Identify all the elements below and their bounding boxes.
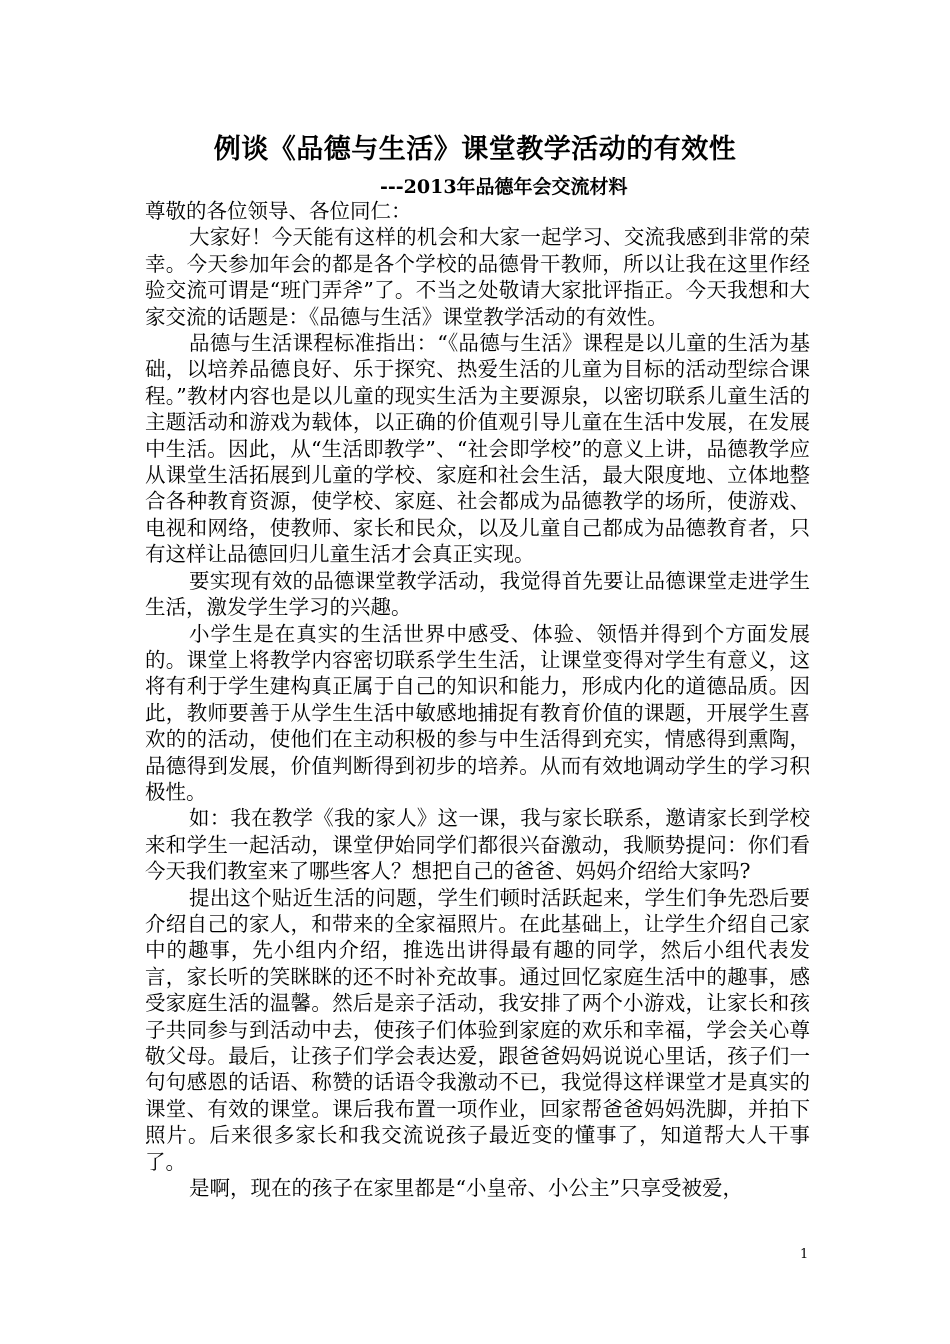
paragraph: 是啊，现在的孩子在家里都是“小皇帝、小公主”只享受被爱，: [189, 1176, 743, 1201]
paragraph: 大家好！今天能有这样的机会和大家一起学习、交流我感到非常的荣幸。今天参加年会的都是各个学校的品德骨干教师，所以让我在这里作经验交流可谓是“班门弄斧”了。不当之处敬请大家批评指正。今天我想和大家交流的话题是：《品德与生活》课堂教学活动的有效性。: [145, 225, 810, 329]
paragraph: 如：我在教学《我的家人》这一课，我与家长联系，邀请家长到学校来和学生一起活动，课堂伊始同学们都很兴奋激动，我顺势提问：你们看今天我们教室来了哪些客人？想把自己的爸爸、妈妈介绍给大家吗?: [145, 806, 810, 884]
document-body: [145, 198, 810, 1201]
paragraph: 小学生是在真实的生活世界中感受、体验、领悟并得到个方面发展的。课堂上将教学内容密切联系学生生活，让课堂变得对学生有意义，这将有利于学生建构真正属于自己的知识和能力，形成内化的道德品质。因此，教师要善于从学生生活中敏感地捕捉有教育价值的课题，开展学生喜欢的的活动，使他们在主动积极的参与中生活得到充实，情感得到熏陶，品德得到发展，价值判断得到初步的培养。从而有效地调动学生的学习积极性。: [145, 621, 810, 804]
document-subtitle: ---2013年品德年会交流材料: [380, 176, 628, 198]
paragraph: 品德与生活课程标准指出：“《品德与生活》课程是以儿童的生活为基础，以培养品德良好、乐于探究、热爱生活的儿童为目标的活动型综合课程。”教材内容也是以儿童的现实生活为主要源泉，以密切联系儿童生活的主题活动和游戏为载体，以正确的价值观引导儿童在生活中发展，在发展中生活。因此，从“生活即教学”、“社会即学校”的意义上讲，品德教学应从课堂生活拓展到儿童的学校、家庭和社会生活，最大限度地、立体地整合各种教育资源，使学校、家庭、社会都成为品德教学的场所，使游戏、电视和网络，使教师、家长和民众，以及儿童自己都成为品德教育者，只有这样让品德回归儿童生活才会真正实现。: [145, 331, 810, 567]
paragraph: 提出这个贴近生活的问题，学生们顿时活跃起来，学生们争先恐后要介绍自己的家人，和带来的全家福照片。在此基础上，让学生介绍自己家中的趣事，先小组内介绍，推选出讲得最有趣的同学，然后小组代表发言，家长听的笑眯眯的还不时补充故事。通过回忆家庭生活中的趣事，感受家庭生活的温馨。然后是亲子活动，我安排了两个小游戏，让家长和孩子共同参与到活动中去，使孩子们体验到家庭的欢乐和幸福，学会关心尊敬父母。最后，让孩子们学会表达爱，跟爸爸妈妈说说心里话，孩子们一句句感恩的话语、称赞的话语令我激动不已，我觉得这样课堂才是真实的课堂、有效的课堂。课后我布置一项作业，回家帮爸爸妈妈洗脚，并拍下照片。后来很多家长和我交流说孩子最近变的懂事了，知道帮大人干事了。: [145, 885, 810, 1174]
document-title: 例谈《品德与生活》课堂教学活动的有效性: [213, 134, 737, 165]
paragraph: 要实现有效的品德课堂教学活动，我觉得首先要让品德课堂走进学生生活，激发学生学习的兴趣。: [145, 568, 810, 620]
salutation: 尊敬的各位领导、各位同仁：: [145, 199, 412, 223]
page-number: 1: [800, 1247, 809, 1262]
